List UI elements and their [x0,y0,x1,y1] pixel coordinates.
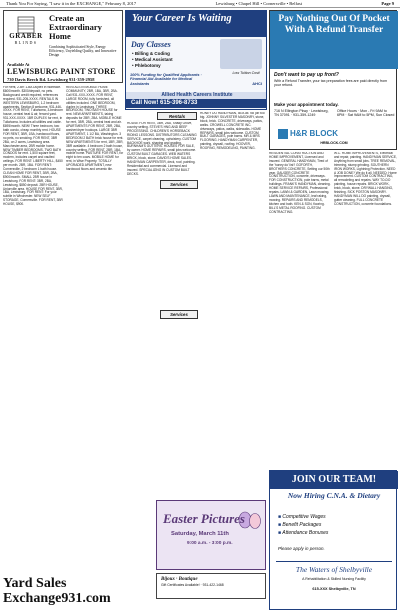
bijoux-boutique-ad [156,573,266,599]
benefits-list [278,513,328,537]
hr-block-brand: H&R BLOCK [290,129,338,138]
exchange-url[interactable]: Exchange931.com [3,591,111,606]
career-banner: Your Career Is Waiting [126,11,267,37]
easter-title: Easter Pictures [163,511,245,526]
column-text: For Rent, 2-BR 1-BA Duplex in Wartrace. $600/month. $300/deposit, no pets. Background credit required, references required. 931-205-XXXX. RENTALS IN WESTERN LEWISBURG, 1-2 bedroom apartments, Section 8 welcome. 931-446-XXXX. FOR RENT, Tullahoma, 3-bedroom house, central heat & air, fenced yard. 931-XXX-XXXX. 1BR DUPLEX for rent, in Tullahoma. Includes all utilities and cable. $695/month. NEW! Three bedroom, two bath condo, cheap monthly rent. HOUSE FOR RENT, 3BR, 1BA, hardwood floors, no pets, no smoking. FOR RENT, 3BR 2BA, on 2 acres, Lewisburg area. Manchester area, 2BR mobile home. NEW TIMBER BEDROOMS, TWO BATH CONDOS for rent. 1,500 square feet, modern, includes carpet and vaulted ceilings. FOR RENT: LIBERTY HILL, $450 per month. 2BR, 1BA. FOR RENT: Cornersville, 2 bedroom 1 bath house. CLEAN HOME FOR RENT, 3BR, 2BA, $900/month. SMALL 2BR house in Lewisburg. FOR RENT: 3BR, 2BA, Lewisburg, $850 deposit. 2BR HOUSE, Unionville area. HOUSE FOR RENT, 3BR, 1BA, Lewisburg. FOR RENT: For your subtile in Winchester. NEW SELF STORAGE, Cornersville. FOR RENT, 3BR HOUSE, $900. [3,86,63,207]
tax-headline: Pay Nothing Out Of Pocket With A Refund Transfer [270,11,398,69]
column-text: RENTALS IN MOBILE HOME COMMUNITY, 2BR, 1BA, 3BR, 2BA. Call 931-XXX-XXXX. FOR RENT, LARGE ROOM, fully furnished, all utilities included. ONE BEDROOM, duplex in Lewisburg. THREE BEDROOM, TWO BATH HOUSE for rent. NEW APARTMENTS, taking deposits for 2BR, 2BA. MOBILE HOME for rent, 3BR, 2BA, central heat and air. APARTMENTS FOR RENT, 2BR, 2BA, washer/dryer hookups. LARGE 3BR APARTMENT, 1 1/2 BA, Washington. 3 BEDROOM 2 BATH brick house for rent. NEW APARTMENTS for rent, 1BR, 2BR, 3BR available. 4 bedroom 2 bath house, country setting. FOR RENT, 2BR, 1BA, mobile home. PASTURE FOR RENT, for eight to ten cows. MOBILE HOME for rent, in Wise Property. TOTALLY UPGRADED APARTMENT, new hardwood floors and ceramic tile. [66,86,124,172]
services-section-header: Services [160,180,198,189]
blinds-icon [16,16,36,34]
rentals-section-header: Rentals [157,112,197,120]
career-course-list [132,51,173,69]
boutique-note: Gift Certificates Available! · 931-422-1468 [161,583,224,587]
day-classes: Day Classes [131,40,171,49]
easter-pictures-ad [156,500,266,570]
course-item: • Billing & Coding [132,51,170,56]
tax-appointment: Make your appointment today. [274,102,339,107]
graber-logo [7,14,45,45]
photo-caption: Low Tuition Cost! [232,71,260,75]
hr-block-url: HRBLOCK.COM [320,141,348,145]
easter-time: 9:00 a.m. - 3:00 p.m. [187,541,233,546]
graber-available: Available At [7,62,30,67]
column-text: RESIDENTIAL CONSTRUCTION AND HOME IMPROVEMENT, Licensed and insured. GENERAL HANDYMAN, Tired of the 'honey do' list? GOFORTH, BROTHERS CONCRETE, Setting our 50th year. GAUGER CONCRETE CONSTRUCTION, concrete, driveways. FOR CONSTRUCTION, pole barns, metal buildings. FRANK'S HANDYMAN, cleaning. HOME SERVICE REPAIRS, Professional repairs. LAWN & GARDEN, Lawn mowing. LAWN AND MAINTENANCE, leaf raking, mowing. REPAIRS AND REMODELS, kitchen and bath. KEN & SON, flooring. BILL'S METAL ROOFING. CUSTOM CONTRACTING. [269,152,331,214]
graber-address: 730 Davis Beech Rd. Lewisburg 931-359-2958 [7,77,95,82]
graber-store: LEWISBURG PAINT STORE [7,67,116,76]
graber-subtext: Combining Sophisticated Style, Energy Efficiency, Unyielding Quality, and Innovative Design [49,45,117,58]
boutique-name: Bijoux · Boutique [161,577,198,582]
course-item: • Medical Assistant [132,57,173,62]
join-title: JOIN OUR TEAM! [270,471,398,489]
tax-address: 716 N Ellington Pkwy · Lewisburg, TN 37091 · 931-359-1249 [274,109,329,118]
student-photo [220,39,262,69]
graber-headline: Create an Extraordinary Home [49,13,102,41]
yard-sales-banner[interactable] [3,576,153,610]
career-ad [125,10,267,110]
career-phone: Call Now! 615-396-8733 [126,99,267,108]
classified-column-5 [269,152,331,467]
classified-column-4 [200,112,266,497]
tax-description: With a Refund Transfer, your tax preparation fees are paid directly from your refund. [274,79,388,88]
apply-note: Please apply in person. [278,546,325,551]
facility-name: The Waters of Shelbyville [276,561,392,577]
facility-address: 615-XXX Shelbyville, TN [312,587,356,591]
tax-question: Don't want to pay up front? [274,72,339,78]
hr-block-ad [269,10,397,150]
classified-column-1 [3,86,63,572]
graber-brand-sub: BLINDS [14,40,38,45]
header-right: Lewisburg • Chapel Hill • Cornersville • Belfast [215,1,303,6]
column-text: W.C. HOME IMPROVEMENTS, Electrical and repair, painting. HANDYMAN SERVICE, Anything from small jobs. TREE REMOVAL, trimming, stump grinding. SOUTHERN IRON WORKS, Lightning Protection. NEED A JOB DONE? We do it all. NEEDED: Home Improvement. CUSTOM CONTRACTING, all remodeling and repairs. WAY TO-DO painting, house repairs. BRICK WORK, brick, block, stone. DRYWALL HANGING, finishing. SICK POSTON MASONRY. HANDYMAN WILL DO painting, drywall, gutter cleaning. FULL CONCRETE CONSTRUCTION, concrete foundations. [334,152,397,206]
column-text: HONEY DO HANDYMAN, do-it-all. No job too big. JOHNNY SILVESTER MASONRY, stone, block, brick. CONCRETE, driveways, patios, walks. CROWELL CONCRETE INC. driveways, patios, walks, sidewalks. HOME REPAIRS, small jobs welcome. CUSTOM BUILT GARAGES, pole barns. MR & MRS FLOORING. HANDYMAN CARPENTER, painting, drywall, roofing. HOOVER, ROOFING, REMODELING, PAINTING. [200,112,265,151]
course-item: • Phlebotomy [132,63,161,68]
easter-date: Saturday, March 11th [171,531,229,537]
benefit-item: ■ Competitive Wages [278,513,328,521]
hr-block-logo-icon [278,129,288,139]
page-number: Page 9 [381,1,394,6]
tax-hours: Office Hours · Mon - Fri 9AM to 6PM · Sat 9AM to 5PM, Sun Closed [337,109,395,118]
page-header [0,0,400,8]
facility-sub: A Rehabilitation & Skilled Nursing Facility [302,577,366,581]
yard-sales-title: Yard Sales [3,576,67,591]
ahci-logo: AHCI [252,81,262,86]
tuition-text: 100% Funding for Qualified Applicants · Financial Aid Available for Medical Assistants [130,73,202,86]
services-home-section-header: Services [160,310,198,319]
join-our-team-ad [269,470,397,610]
join-hiring: Now Hiring C.N.A. & Dietary [287,491,381,500]
classified-column-2 [66,86,124,572]
graber-blinds-ad [3,10,123,83]
classified-column-6 [334,152,397,467]
benefit-item: ■ Attendance Bonuses [278,529,328,537]
column-text: HOUSE FOR RENT, 3BR, 2BA, Shady Grove, country setting. STEVE'S HNG AND BEEF PROCESSING. CHILDREN'S HORSEBACK RIDING LESSONS. DISTRIBUTORS CLEANING SERVICE, carpet cleaning, upholstery. CUSTOM BACKHOE work, shaping and grading. BURNHAM'S GUTTERS. HOUSES FOR SALE, by owner. HOME REPAIRS, small jobs welcome. CUSTOM BUILT GARAGES. WEB WATERS BRICK, block, stone. DAVID'S HOME SALES. HANDYMAN CARPENTER, deck, roof, painting. Residential and commercial. Licensed and insured. SPECIALIZING IN CUSTOM BUILT DECKS. [127,122,197,176]
graber-brand: GRABER [9,32,43,40]
benefit-item: ■ Benefit Packages [278,521,328,529]
header-left: Thank You For Saying, "I saw it in the EXCHANGE," February 8, 2017 [6,1,137,6]
allied-health-name: Allied Health Careers Institute [126,92,267,99]
